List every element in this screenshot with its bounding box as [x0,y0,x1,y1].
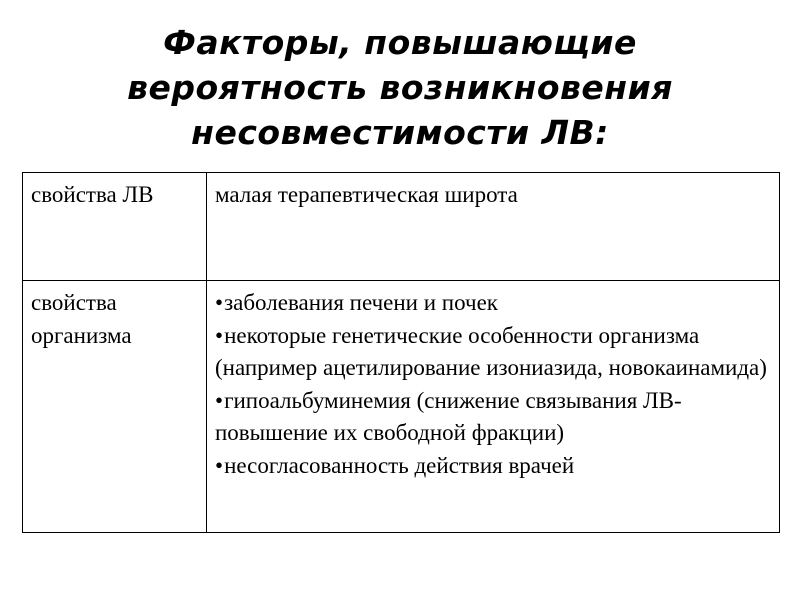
list-item [215,287,771,320]
factors-table [22,172,780,533]
row-label-organism-properties: свойства организма [23,281,207,533]
row-label-drug-properties: свойства ЛВ [23,173,207,281]
list-item-text: некоторые генетические особенности организма (например ацетилирование изониазида, новокаинамида) [215,322,767,380]
table-row [23,281,780,533]
row-content-drug-properties [207,173,780,281]
list-item [215,320,771,385]
title-line-1: Факторы, повышающие [163,23,637,62]
slide-title [0,20,800,155]
list-item: малая терапевтическая широта [215,182,518,207]
list-item-text: заболевания печени и почек [224,290,498,315]
title-line-2: вероятность возникновения [127,68,673,107]
bullet-icon: • [215,452,224,478]
title-line-3: несовместимости ЛВ: [191,113,609,152]
bullet-icon: • [215,387,224,413]
list-item [215,450,771,483]
list-item [215,385,771,450]
bullet-icon: • [215,322,224,348]
list-item-text: гипоальбуминемия (снижение связывания ЛВ-повышение их свободной фракции) [215,387,682,445]
list-item-text: несогласованность действия врачей [224,452,575,478]
bullet-icon: • [215,290,224,315]
table-row [23,173,780,281]
row-content-organism-properties [207,281,780,533]
